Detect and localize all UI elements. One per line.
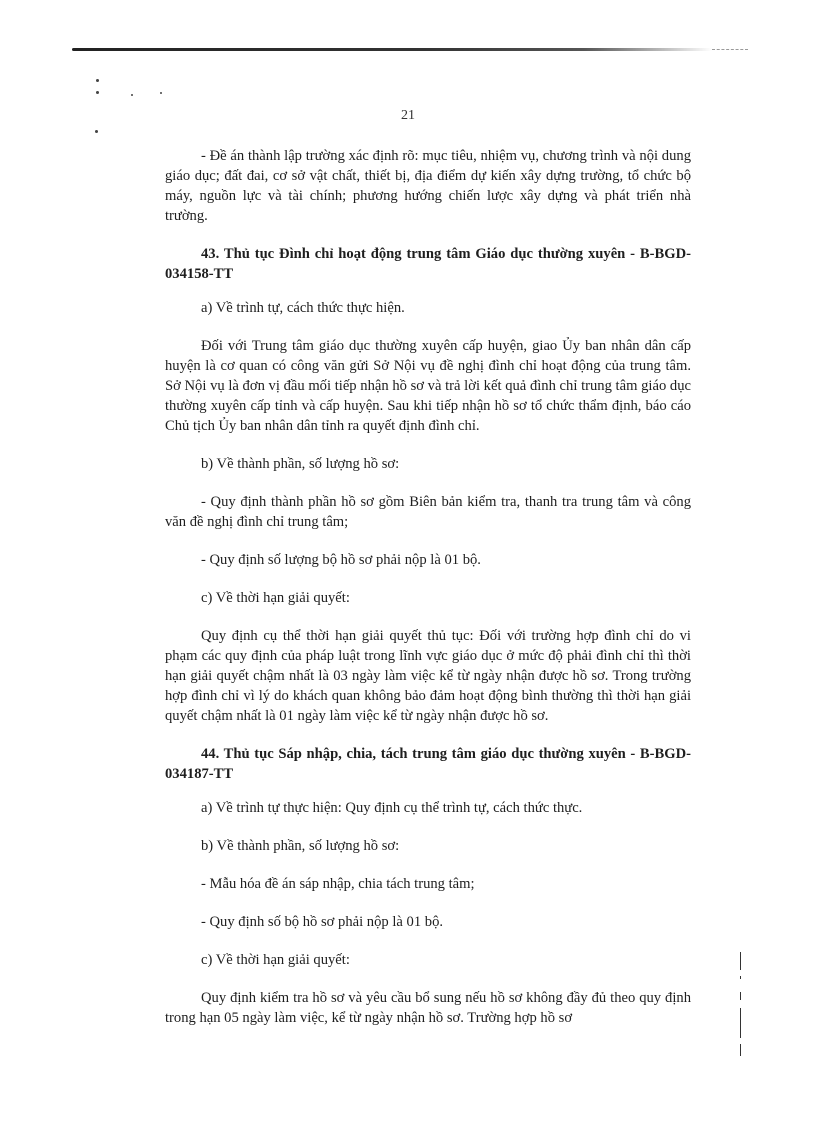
scan-mark bbox=[740, 1008, 741, 1038]
document-body bbox=[165, 146, 691, 1046]
section-43-b-item-1: - Quy định thành phần hồ sơ gồm Biên bản kiểm tra, thanh tra trung tâm và công văn đề nghị đình chỉ trung tâm; bbox=[165, 494, 691, 530]
scan-speck bbox=[96, 79, 99, 82]
section-43-a-heading: a) Về trình tự, cách thức thực hiện. bbox=[201, 300, 405, 316]
section-43-c-body: Quy định cụ thể thời hạn giải quyết thủ tục: Đối với trường hợp đình chỉ do vi phạm các quy định của pháp luật trong lĩnh vực giáo dục ở mức độ phải đình chỉ thì thời hạn giải quyết chậm nhất là 03 ngày làm việc kể từ ngày nhận được hồ sơ. Trong trường hợp đình chỉ vì lý do khách quan không bảo đảm hoạt động bình thường thì thời hạn giải quyết chậm nhất là 01 ngày làm việc kể từ ngày nhận được hồ sơ. bbox=[165, 628, 691, 724]
page-number: 21 bbox=[401, 108, 415, 123]
section-43-title: 43. Thủ tục Đình chỉ hoạt động trung tâm Giáo dục thường xuyên - B-BGD-034158-TT bbox=[165, 246, 691, 282]
section-43-c-heading: c) Về thời hạn giải quyết: bbox=[201, 590, 350, 606]
intro-bullet-paragraph: - Đề án thành lập trường xác định rõ: mục tiêu, nhiệm vụ, chương trình và nội dung giáo dục; đất đai, cơ sở vật chất, thiết bị, địa điểm dự kiến xây dựng trường, tổ chức bộ máy, nguồn lực và tài chính; phương hướng chiến lược xây dựng và phát triển nhà trường. bbox=[165, 148, 691, 224]
scan-speck bbox=[95, 130, 98, 133]
section-44-title: 44. Thủ tục Sáp nhập, chia, tách trung tâm giáo dục thường xuyên - B-BGD-034187-TT bbox=[165, 746, 691, 782]
scan-speck bbox=[96, 91, 99, 94]
scan-header-rule-tail bbox=[712, 49, 748, 51]
scan-speck bbox=[131, 94, 133, 96]
scan-mark bbox=[740, 976, 741, 979]
scan-mark bbox=[740, 992, 741, 1000]
section-43-b-item-2: - Quy định số lượng bộ hồ sơ phải nộp là 01 bộ. bbox=[201, 552, 481, 568]
section-44-c-heading: c) Về thời hạn giải quyết: bbox=[201, 952, 350, 968]
scan-margin-marks bbox=[737, 952, 745, 1072]
section-43-a-body: Đối với Trung tâm giáo dục thường xuyên cấp huyện, giao Ủy ban nhân dân cấp huyện là cơ quan có công văn gửi Sở Nội vụ đề nghị đình chỉ hoạt động của trung tâm. Sở Nội vụ là đơn vị đầu mối tiếp nhận hồ sơ và trả lời kết quả đình chỉ trung tâm giáo dục thường xuyên cấp tỉnh và cấp huyện. Sau khi tiếp nhận hồ sơ tổ chức thẩm định, báo cáo Chủ tịch Ủy ban nhân dân tỉnh ra quyết định đình chỉ. bbox=[165, 338, 691, 434]
scan-mark bbox=[740, 1044, 741, 1056]
section-44-b-heading: b) Về thành phần, số lượng hồ sơ: bbox=[201, 838, 400, 854]
scan-header-rule bbox=[72, 48, 712, 51]
section-44-b-item-2: - Quy định số bộ hồ sơ phải nộp là 01 bộ. bbox=[201, 914, 444, 930]
scan-mark bbox=[740, 952, 741, 970]
section-44-c-body: Quy định kiểm tra hồ sơ và yêu cầu bổ sung nếu hồ sơ không đầy đủ theo quy định trong hạn 05 ngày làm việc, kể từ ngày nhận hồ sơ. Trường hợp hồ sơ bbox=[165, 990, 691, 1026]
scan-speck bbox=[160, 92, 162, 94]
section-43-b-heading: b) Về thành phần, số lượng hồ sơ: bbox=[201, 456, 400, 472]
section-44-a-line: a) Về trình tự thực hiện: Quy định cụ thể trình tự, cách thức thực. bbox=[201, 800, 583, 816]
section-44-b-item-1: - Mẫu hóa đề án sáp nhập, chia tách trung tâm; bbox=[201, 876, 475, 892]
